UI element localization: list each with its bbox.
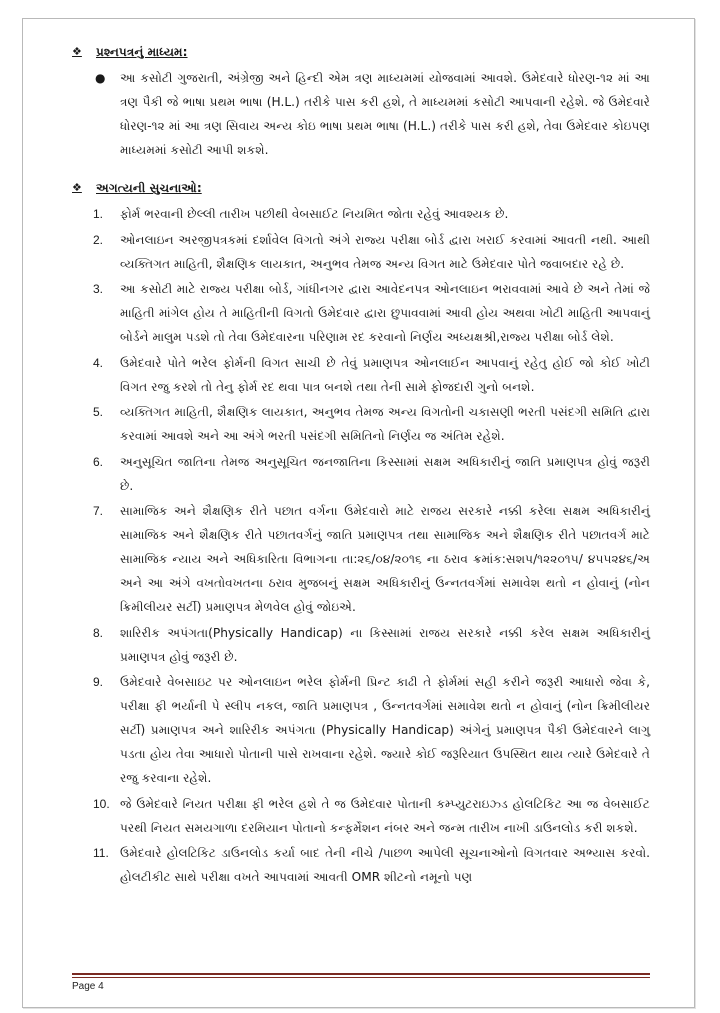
item-number: 6. <box>93 454 104 469</box>
diamond-bullet-icon: ❖ <box>72 181 82 194</box>
item-number: 1. <box>93 207 104 221</box>
item-text: આ કસોટી માટે રાજ્ય પરીક્ષા બોર્ડ, ગાંધીનગર દ્વારા આવેદનપત્ર ઓનલાઇન ભરાવવામાં આવે છે અને તેમાં જે માહિતી માંગેલ હોય તે માહિતીની વિગતો ઉમેદવાર દ્વારા છુપાવવામાં આવી હોય અથવા ખોટી માહિતી આપવાનું બોર્ડને માલુમ પડશે તો તેવા ઉમેદવારના પરિણામ રદ કરવાનો નિર્ણય અધ્યક્ષશ્રી,રાજ્ય પરીક્ષા બોર્ડ લેશે. <box>120 282 650 344</box>
paragraph-text: આ કસોટી ગુજરાતી, અંગ્રેજી અને હિન્દી એમ ત્રણ માધ્યમમાં યોજવામાં આવશે. ઉમેદવારે ધોરણ-૧૨ માં આ ત્રણ પૈકી જે ભાષા પ્રથમ ભાષા (H.L.) તરીકે પાસ કરી હશે, તે માધ્યમમાં કસોટી આપવાની રહેશે. જે ઉમેદવારે ધોરણ-૧૨ માં આ ત્રણ સિવાય અન્ય કોઇ ભાષા પ્રથમ ભાષા (H.L.) તરીકે પાસ કરી હશે, તેવા ઉમેદવાર કોઇપણ માધ્યમમાં કસોટી આપી શકશે. <box>120 71 650 157</box>
list-item <box>72 499 650 619</box>
page-number: Page 4 <box>72 981 104 992</box>
footer-rule <box>72 973 650 975</box>
bullet-paragraph <box>72 66 650 162</box>
item-number: 4. <box>93 355 104 370</box>
diamond-bullet-icon: ❖ <box>72 45 82 58</box>
list-item <box>72 841 650 889</box>
list-item <box>72 450 650 498</box>
item-number: 2. <box>93 232 104 247</box>
item-text: ઓનલાઇન અરજીપત્રકમાં દર્શાવેલ વિગતો અંગે રાજ્ય પરીક્ષા બોર્ડ દ્વારા ખરાઈ કરવામાં આવતી નથી. આથી વ્યક્તિગત માહિતી, શૈક્ષણિક લાયકાત, અનુભવ તેમજ અન્ય વિગત માટે ઉમેદવાર પોતે જવાબદાર રહે છે. <box>120 232 650 271</box>
section-heading-instructions <box>72 176 650 200</box>
item-text: જે ઉમેદવારે નિયત પરીક્ષા ફી ભરેલ હશે તે જ ઉમેદવાર પોતાની કમ્પ્યુટરાઇઝ્ડ હોલટિકિટ આ જ વેબસાઈટ પરથી નિયત સમયગાળા દરમિયાન પોતાનો કન્ફર્મેશન નંબર અને જન્મ તારીખ નાખી ડાઉનલોડ કરી શકશે. <box>120 796 650 835</box>
item-text: ઉમેદવારે પોતે ભરેલ ફોર્મની વિગત સાચી છે તેવું પ્રમાણપત્ર ઓનલાઈન આપવાનું રહેતુ હોઈ જો કોઈ ખોટી વિગત રજુ કરશે તો તેનુ ફોર્મ રદ થવા પાત્ર બનશે તથા તેની સામે ફોજદારી ગુનો બનશે. <box>120 355 650 394</box>
item-number: 9. <box>93 675 104 689</box>
item-text: સામાજિક અને શૈક્ષણિક રીતે પછાત વર્ગના ઉમેદવારો માટે રાજય સરકારે નક્કી કરેલા સક્ષમ અધિકારીનું સામાજિક અને શૈક્ષણિક રીતે પછાતવર્ગનું જાતિ પ્રમાણપત્ર તથા સામાજિક અને શૈક્ષણિક રીતે પછાતવર્ગ માટે સામાજિક ન્યાય અને અધિકારિતા વિભાગના તા:૨૬/૦૪/૨૦૧૬ ના ઠરાવ ક્રમાંક:સશપ/૧૨૨૦૧૫/ ૪૫૫૨૪૬/અ અને આ અંગે વખતોવખતના ઠરાવ મુજબનું સક્ષમ અધિકારીનું ઉન્નતવર્ગમાં સમાવેશ થતો ન હોવાનું (નોન ક્રિમીલીયર સર્ટી) પ્રમાણપત્ર મેળવેલ હોવું જોઇએ. <box>120 504 650 614</box>
item-text: ઉમેદવારે હોલટિકિટ ડાઉનલોડ કર્યા બાદ તેની નીચે /પાછળ આપેલી સૂચનાઓનો વિગતવાર અભ્યાસ કરવો. હોલટીકીટ સાથે પરીક્ષા વખતે આપવામાં આવતી OMR શીટનો નમૂનો પણ <box>120 846 650 884</box>
section-heading-medium <box>72 40 650 64</box>
item-text: શારિરીક અપંગતા(Physically Handicap) ના કિસ્સામાં રાજય સરકારે નક્કી કરેલ સક્ષમ અધિકારીનું પ્રમાણપત્ર હોવું જરૂરી છે. <box>120 625 650 664</box>
list-item <box>72 228 650 276</box>
item-text: ફોર્મ ભરવાની છેલ્લી તારીખ પછીથી વેબસાઈટ નિયમિત જોતા રહેવું આવશ્યક છે. <box>120 207 509 221</box>
list-item <box>72 277 650 349</box>
item-number: 8. <box>93 625 104 640</box>
list-item <box>72 792 650 840</box>
item-number: 7. <box>93 504 104 518</box>
heading-text: અગત્યની સુચનાઓ: <box>96 181 202 195</box>
item-number: 3. <box>93 282 104 296</box>
list-item <box>72 202 650 226</box>
list-item <box>72 351 650 399</box>
footer-rule-thin <box>72 977 650 978</box>
heading-text: પ્રશ્નપત્રનું માધ્યમ: <box>96 45 188 59</box>
item-text: અનુસૂચિત જાતિના તેમજ અનુસૂચિત જનજાતિના કિસ્સામાં સક્ષમ અધિકારીનું જાતિ પ્રમાણપત્ર હોવું જરૂરી છે. <box>120 454 650 493</box>
item-number: 10. <box>93 796 110 811</box>
list-item <box>72 621 650 669</box>
document-body <box>72 40 650 889</box>
item-text: વ્યક્તિગત માહિતી, શૈક્ષણિક લાયકાત, અનુભવ તેમજ અન્ય વિગતોની ચકાસણી ભરતી પસંદગી સમિતિ દ્વારા કરવામાં આવશે અને આ અંગે ભરતી પસંદગી સમિતિનો નિર્ણય જ અંતિમ રહેશે. <box>120 405 650 443</box>
instruction-list <box>72 202 650 889</box>
list-item <box>72 670 650 790</box>
item-text: ઉમેદવારે વેબસાઇટ પર ઓનલાઇન ભરેલ ફોર્મની પ્રિન્ટ કાઢી તે ફોર્મમાં સહી કરીને જરૂરી આધારો જેવા કે, પરીક્ષા ફી ભર્યાની પે સ્લીપ નકલ, જાતિ પ્રમાણપત્ર , ઉન્નતવર્ગમાં સમાવેશ થતો ન હોવાનું (નોન ક્રિમીલીયર સર્ટી) પ્રમાણપત્ર અને શારિરીક અપંગતા (Physically Handicap) અંગેનું પ્રમાણપત્ર પૈકી ઉમેદવારને લાગુ પડતા હોય તેવા આધારો પોતાની પાસે રાખવાના રહેશે. જ્યારે કોઈ જરૂરિયાત ઉપસ્થિત થાય ત્યારે ઉમેદવારે તે રજુ કરવાના રહેશે. <box>120 675 650 785</box>
bullet-dot-icon: ● <box>95 71 106 85</box>
item-number: 5. <box>93 405 104 419</box>
item-number: 11. <box>93 846 109 860</box>
list-item <box>72 400 650 448</box>
